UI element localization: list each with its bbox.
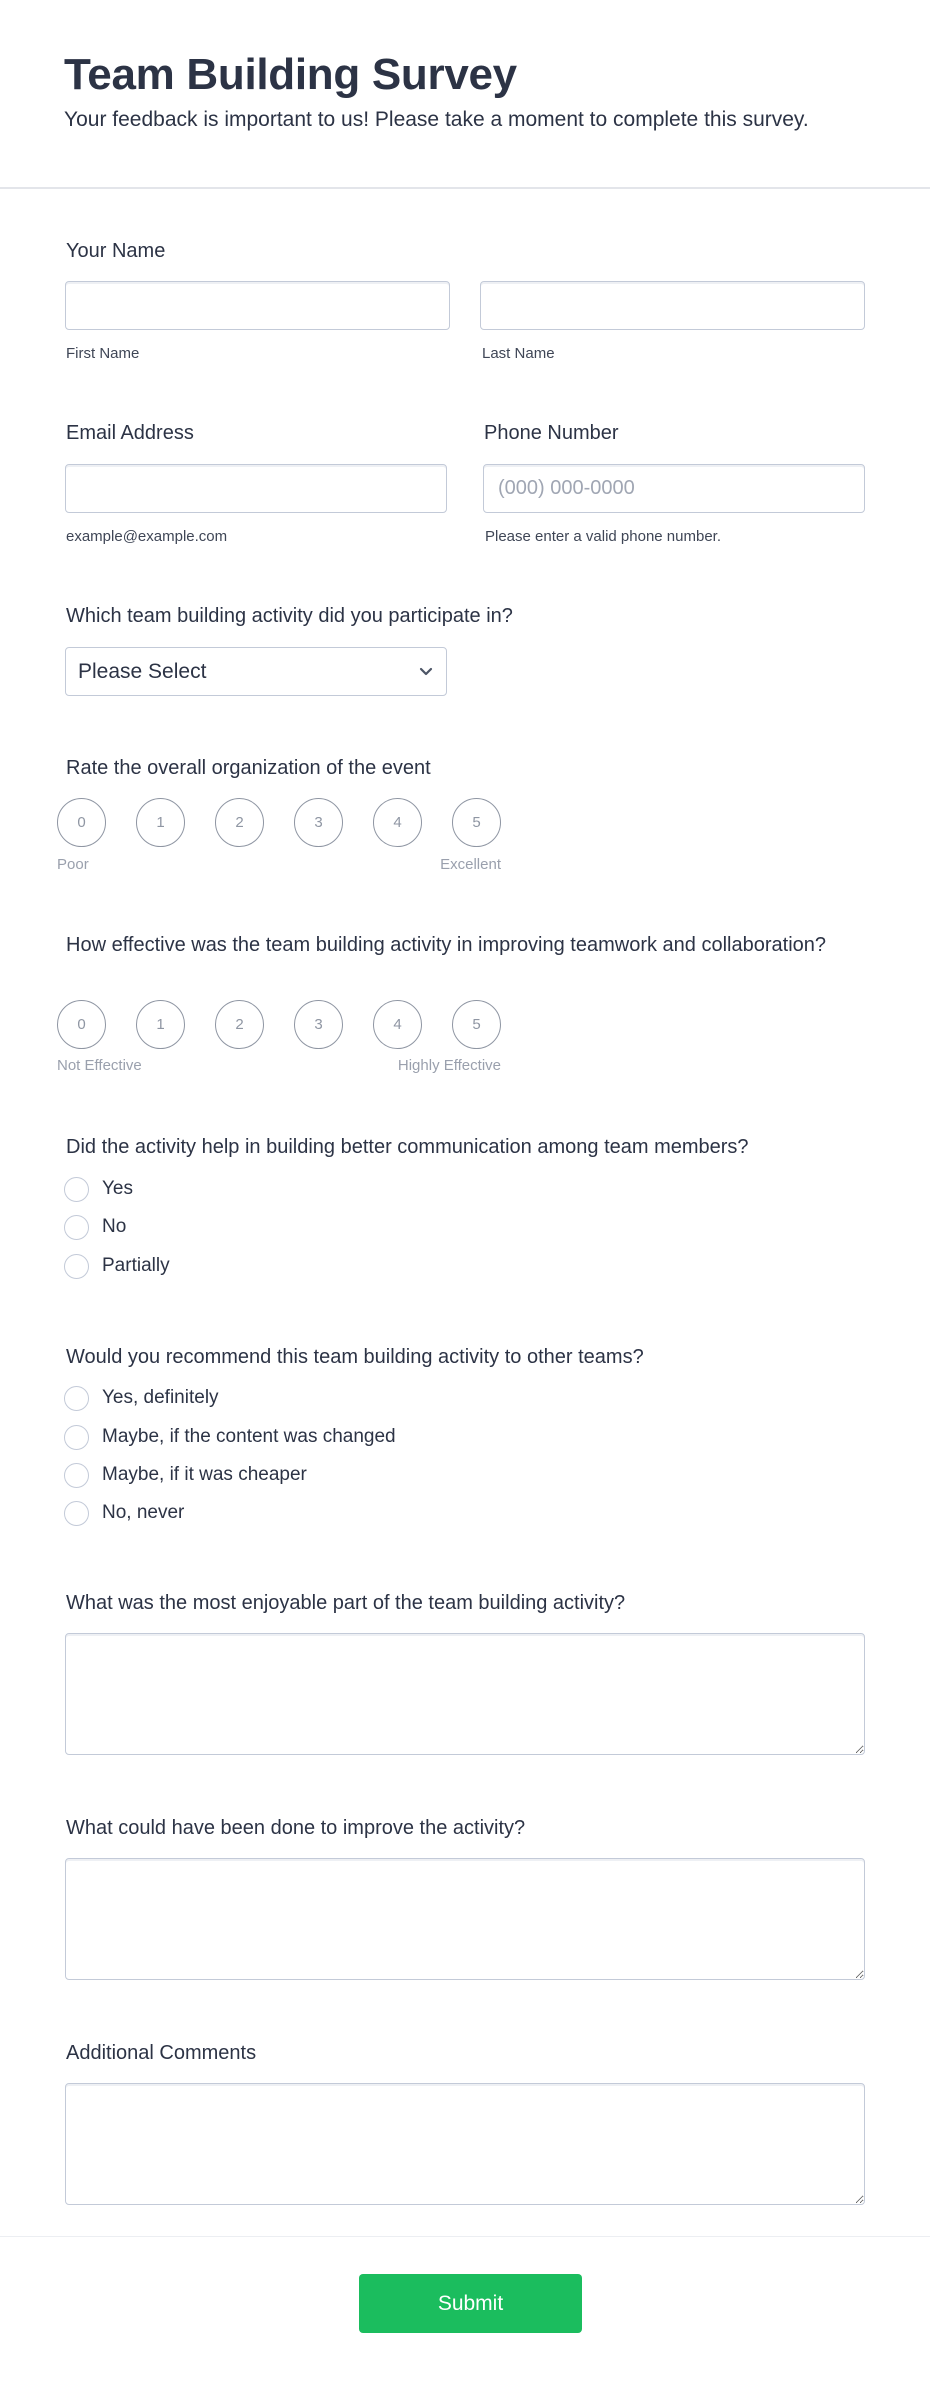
first-name-input[interactable]: [65, 281, 450, 330]
organization-min-label: Poor: [57, 856, 89, 873]
enjoyable-label: What was the most enjoyable part of the team building activity?: [66, 1592, 626, 1614]
phone-helper: Please enter a valid phone number.: [485, 528, 721, 545]
organization-rating-5[interactable]: 5: [452, 798, 501, 847]
recommend-option-maybe-content[interactable]: [64, 1423, 396, 1451]
effectiveness-rating-3[interactable]: 3: [294, 1000, 343, 1049]
page-title: Team Building Survey: [64, 50, 517, 99]
option-label: Maybe, if it was cheaper: [102, 1464, 307, 1485]
radio-button[interactable]: [64, 1425, 89, 1450]
organization-rating-4[interactable]: 4: [373, 798, 422, 847]
organization-rating-2[interactable]: 2: [215, 798, 264, 847]
effectiveness-rating-label: How effective was the team building activity in improving teamwork and collaboration?: [66, 934, 827, 956]
activity-select[interactable]: [65, 647, 447, 696]
recommend-option-yes-definitely[interactable]: [64, 1384, 219, 1412]
organization-rating-1[interactable]: 1: [136, 798, 185, 847]
radio-button[interactable]: [64, 1254, 89, 1279]
chevron-down-icon: [418, 664, 434, 680]
improve-label: What could have been done to improve the activity?: [66, 1817, 526, 1839]
organization-rating-3[interactable]: 3: [294, 798, 343, 847]
radio-button[interactable]: [64, 1463, 89, 1488]
effectiveness-rating-4[interactable]: 4: [373, 1000, 422, 1049]
communication-option-partially[interactable]: [64, 1252, 170, 1280]
recommend-option-no-never[interactable]: [64, 1499, 184, 1527]
name-label: Your Name: [66, 240, 166, 262]
last-name-caption: Last Name: [482, 345, 555, 362]
improve-textarea[interactable]: [65, 1858, 865, 1980]
activity-label: Which team building activity did you participate in?: [66, 605, 513, 627]
radio-button[interactable]: [64, 1501, 89, 1526]
activity-select-value: Please Select: [78, 659, 207, 683]
submit-button[interactable]: Submit: [359, 2274, 582, 2333]
last-name-input[interactable]: [480, 281, 865, 330]
organization-rating-0[interactable]: 0: [57, 798, 106, 847]
footer-divider: [0, 2236, 930, 2237]
phone-label: Phone Number: [484, 422, 619, 444]
communication-option-yes[interactable]: [64, 1175, 133, 1203]
option-label: No: [102, 1216, 127, 1237]
effectiveness-max-label: Highly Effective: [397, 1057, 501, 1074]
comments-label: Additional Comments: [66, 2042, 257, 2064]
communication-label: Did the activity help in building better communication among team members?: [66, 1136, 749, 1158]
organization-max-label: Excellent: [440, 856, 501, 873]
communication-option-no[interactable]: [64, 1213, 126, 1241]
comments-textarea[interactable]: [65, 2083, 865, 2205]
first-name-caption: First Name: [66, 345, 140, 362]
recommend-option-maybe-cheaper[interactable]: [64, 1461, 307, 1489]
email-helper: example@example.com: [66, 528, 228, 545]
email-input[interactable]: [65, 464, 447, 513]
option-label: Partially: [102, 1255, 170, 1276]
option-label: Maybe, if the content was changed: [102, 1426, 396, 1447]
option-label: No, never: [102, 1502, 185, 1523]
radio-button[interactable]: [64, 1386, 89, 1411]
effectiveness-min-label: Not Effective: [57, 1057, 142, 1074]
recommend-label: Would you recommend this team building activity to other teams?: [66, 1346, 644, 1368]
page-subtitle: Your feedback is important to us! Please take a moment to complete this survey.: [64, 108, 809, 131]
organization-rating-label: Rate the overall organization of the event: [66, 757, 431, 779]
option-label: Yes: [102, 1178, 133, 1199]
effectiveness-rating-0[interactable]: 0: [57, 1000, 106, 1049]
radio-button[interactable]: [64, 1177, 89, 1202]
radio-button[interactable]: [64, 1215, 89, 1240]
effectiveness-rating-2[interactable]: 2: [215, 1000, 264, 1049]
phone-input[interactable]: [483, 464, 865, 513]
option-label: Yes, definitely: [102, 1387, 219, 1408]
email-label: Email Address: [66, 422, 194, 444]
header-divider: [0, 187, 930, 189]
effectiveness-rating-1[interactable]: 1: [136, 1000, 185, 1049]
enjoyable-textarea[interactable]: [65, 1633, 865, 1755]
effectiveness-rating-5[interactable]: 5: [452, 1000, 501, 1049]
